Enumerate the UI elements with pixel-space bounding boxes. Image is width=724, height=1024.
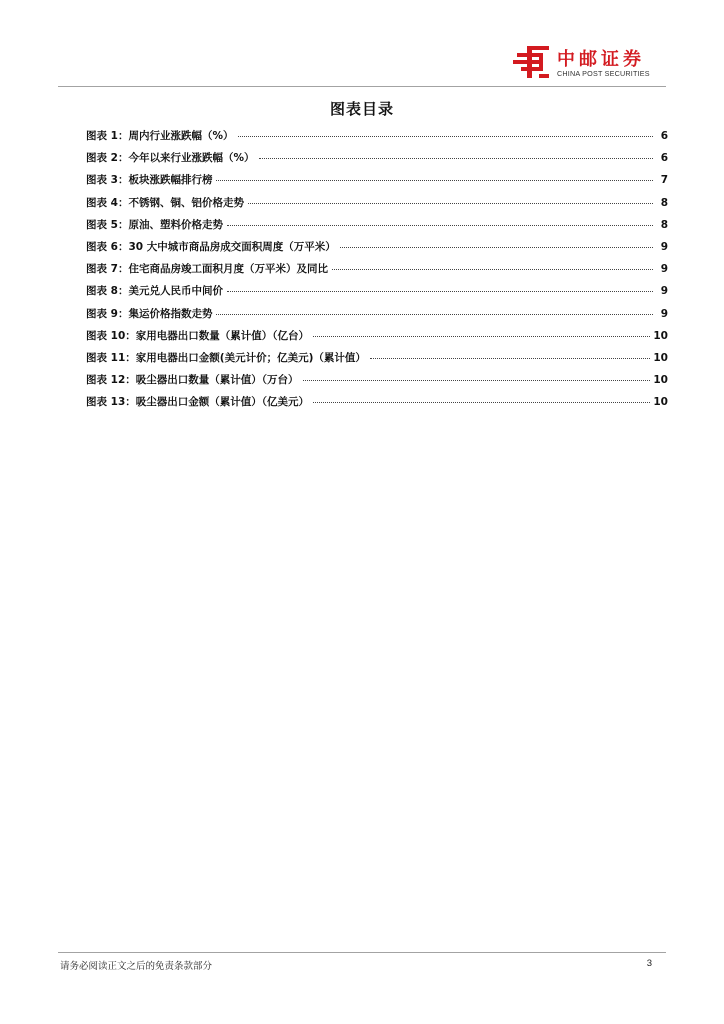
toc-leader-dots: [340, 246, 653, 248]
toc-item[interactable]: [86, 394, 668, 416]
toc-item[interactable]: [86, 195, 668, 217]
toc-leader-dots: [227, 224, 653, 226]
toc-item-page: 6: [660, 130, 668, 142]
toc-item-text: 住宅商品房竣工面积月度（万平米）及同比: [128, 263, 328, 276]
toc-leader-dots: [313, 401, 650, 403]
toc-item-label: 图表 3：: [86, 174, 129, 187]
toc-item-page: 10: [653, 374, 668, 387]
toc-item-label: 图表 11：: [86, 351, 136, 364]
toc-item-label: 图表 8：: [86, 285, 129, 298]
toc-item-text: 美元兑人民币中间价: [128, 285, 223, 298]
toc-leader-dots: [216, 179, 653, 181]
toc-item-page: 10: [653, 396, 668, 409]
toc-item-label: 图表 12：: [86, 374, 136, 387]
toc-item-page: 10: [653, 351, 668, 364]
toc-item-text: 板块涨跌幅排行榜: [128, 174, 213, 187]
toc-item-text: 集运价格指数走势: [128, 307, 213, 320]
toc-item-label: 图表 5：: [86, 218, 129, 231]
toc-leader-dots: [332, 268, 653, 270]
toc-item[interactable]: [86, 239, 668, 261]
toc-item-text: 家用电器出口金额(美元计价；亿美元)（累计值）: [135, 351, 366, 364]
toc-item-text: 原油、塑料价格走势: [128, 218, 223, 231]
toc-item-label: 图表 1：: [86, 130, 129, 142]
footer-disclaimer: 请务必阅读正文之后的免责条款部分: [60, 961, 213, 972]
toc-item-text: 今年以来行业涨跌幅（%）: [128, 152, 255, 165]
toc-leader-dots: [227, 290, 653, 292]
toc-item-label: 图表 7：: [86, 263, 129, 276]
toc-item-page: 9: [660, 307, 668, 320]
toc-item-page: 6: [660, 152, 668, 165]
toc-item-label: 图表 10：: [86, 329, 136, 342]
toc-item[interactable]: [86, 150, 668, 172]
toc-item[interactable]: [86, 372, 668, 394]
company-logo: [513, 44, 673, 80]
toc-list: [86, 128, 668, 416]
toc-leader-dots: [313, 335, 650, 337]
toc-item-text: 30 大中城市商品房成交面积周度（万平米）: [128, 240, 336, 253]
toc-item-text: 吸尘器出口数量（累计值）（万台）: [135, 374, 299, 387]
toc-item-page: 9: [660, 263, 668, 276]
page-number: 3: [646, 958, 652, 969]
toc-item[interactable]: [86, 217, 668, 239]
toc-leader-dots: [259, 157, 654, 159]
brand-name-cn: 中邮证券: [557, 49, 645, 70]
toc-item[interactable]: [86, 350, 668, 372]
toc-item-text: 不锈钢、铜、铝价格走势: [128, 196, 244, 209]
toc-item-label: 图表 6：: [86, 240, 129, 253]
footer-divider: [58, 952, 666, 953]
toc-item[interactable]: [86, 283, 668, 305]
toc-item-label: 图表 13：: [86, 396, 136, 409]
toc-item-page: 9: [660, 285, 668, 298]
toc-item[interactable]: [86, 261, 668, 283]
toc-item-label: 图表 2：: [86, 152, 129, 165]
toc-item-page: 10: [653, 329, 668, 342]
toc-leader-dots: [370, 357, 650, 359]
toc-item[interactable]: [86, 128, 668, 150]
toc-leader-dots: [216, 313, 653, 315]
toc-item-text: 家用电器出口数量（累计值）（亿台）: [135, 329, 310, 342]
toc-leader-dots: [238, 135, 654, 137]
brand-name-en: CHINA POST SECURITIES: [557, 69, 650, 78]
toc-item-label: 图表 4：: [86, 196, 129, 209]
toc-item-page: 9: [660, 240, 668, 253]
toc-leader-dots: [303, 379, 651, 381]
toc-item[interactable]: [86, 172, 668, 194]
header-divider: [58, 86, 666, 87]
toc-item-text: 周内行业涨跌幅（%）: [128, 130, 234, 142]
toc-item[interactable]: [86, 306, 668, 328]
toc-item-label: 图表 9：: [86, 307, 129, 320]
toc-item-page: 7: [660, 174, 668, 187]
toc-item-page: 8: [660, 218, 668, 231]
china-post-logo-icon: [513, 44, 553, 80]
toc-leader-dots: [248, 202, 653, 204]
toc-item-text: 吸尘器出口金额（累计值）（亿美元）: [135, 396, 310, 409]
toc-title: 图表目录: [329, 100, 394, 118]
toc-item-page: 8: [660, 196, 668, 209]
toc-item[interactable]: [86, 328, 668, 350]
